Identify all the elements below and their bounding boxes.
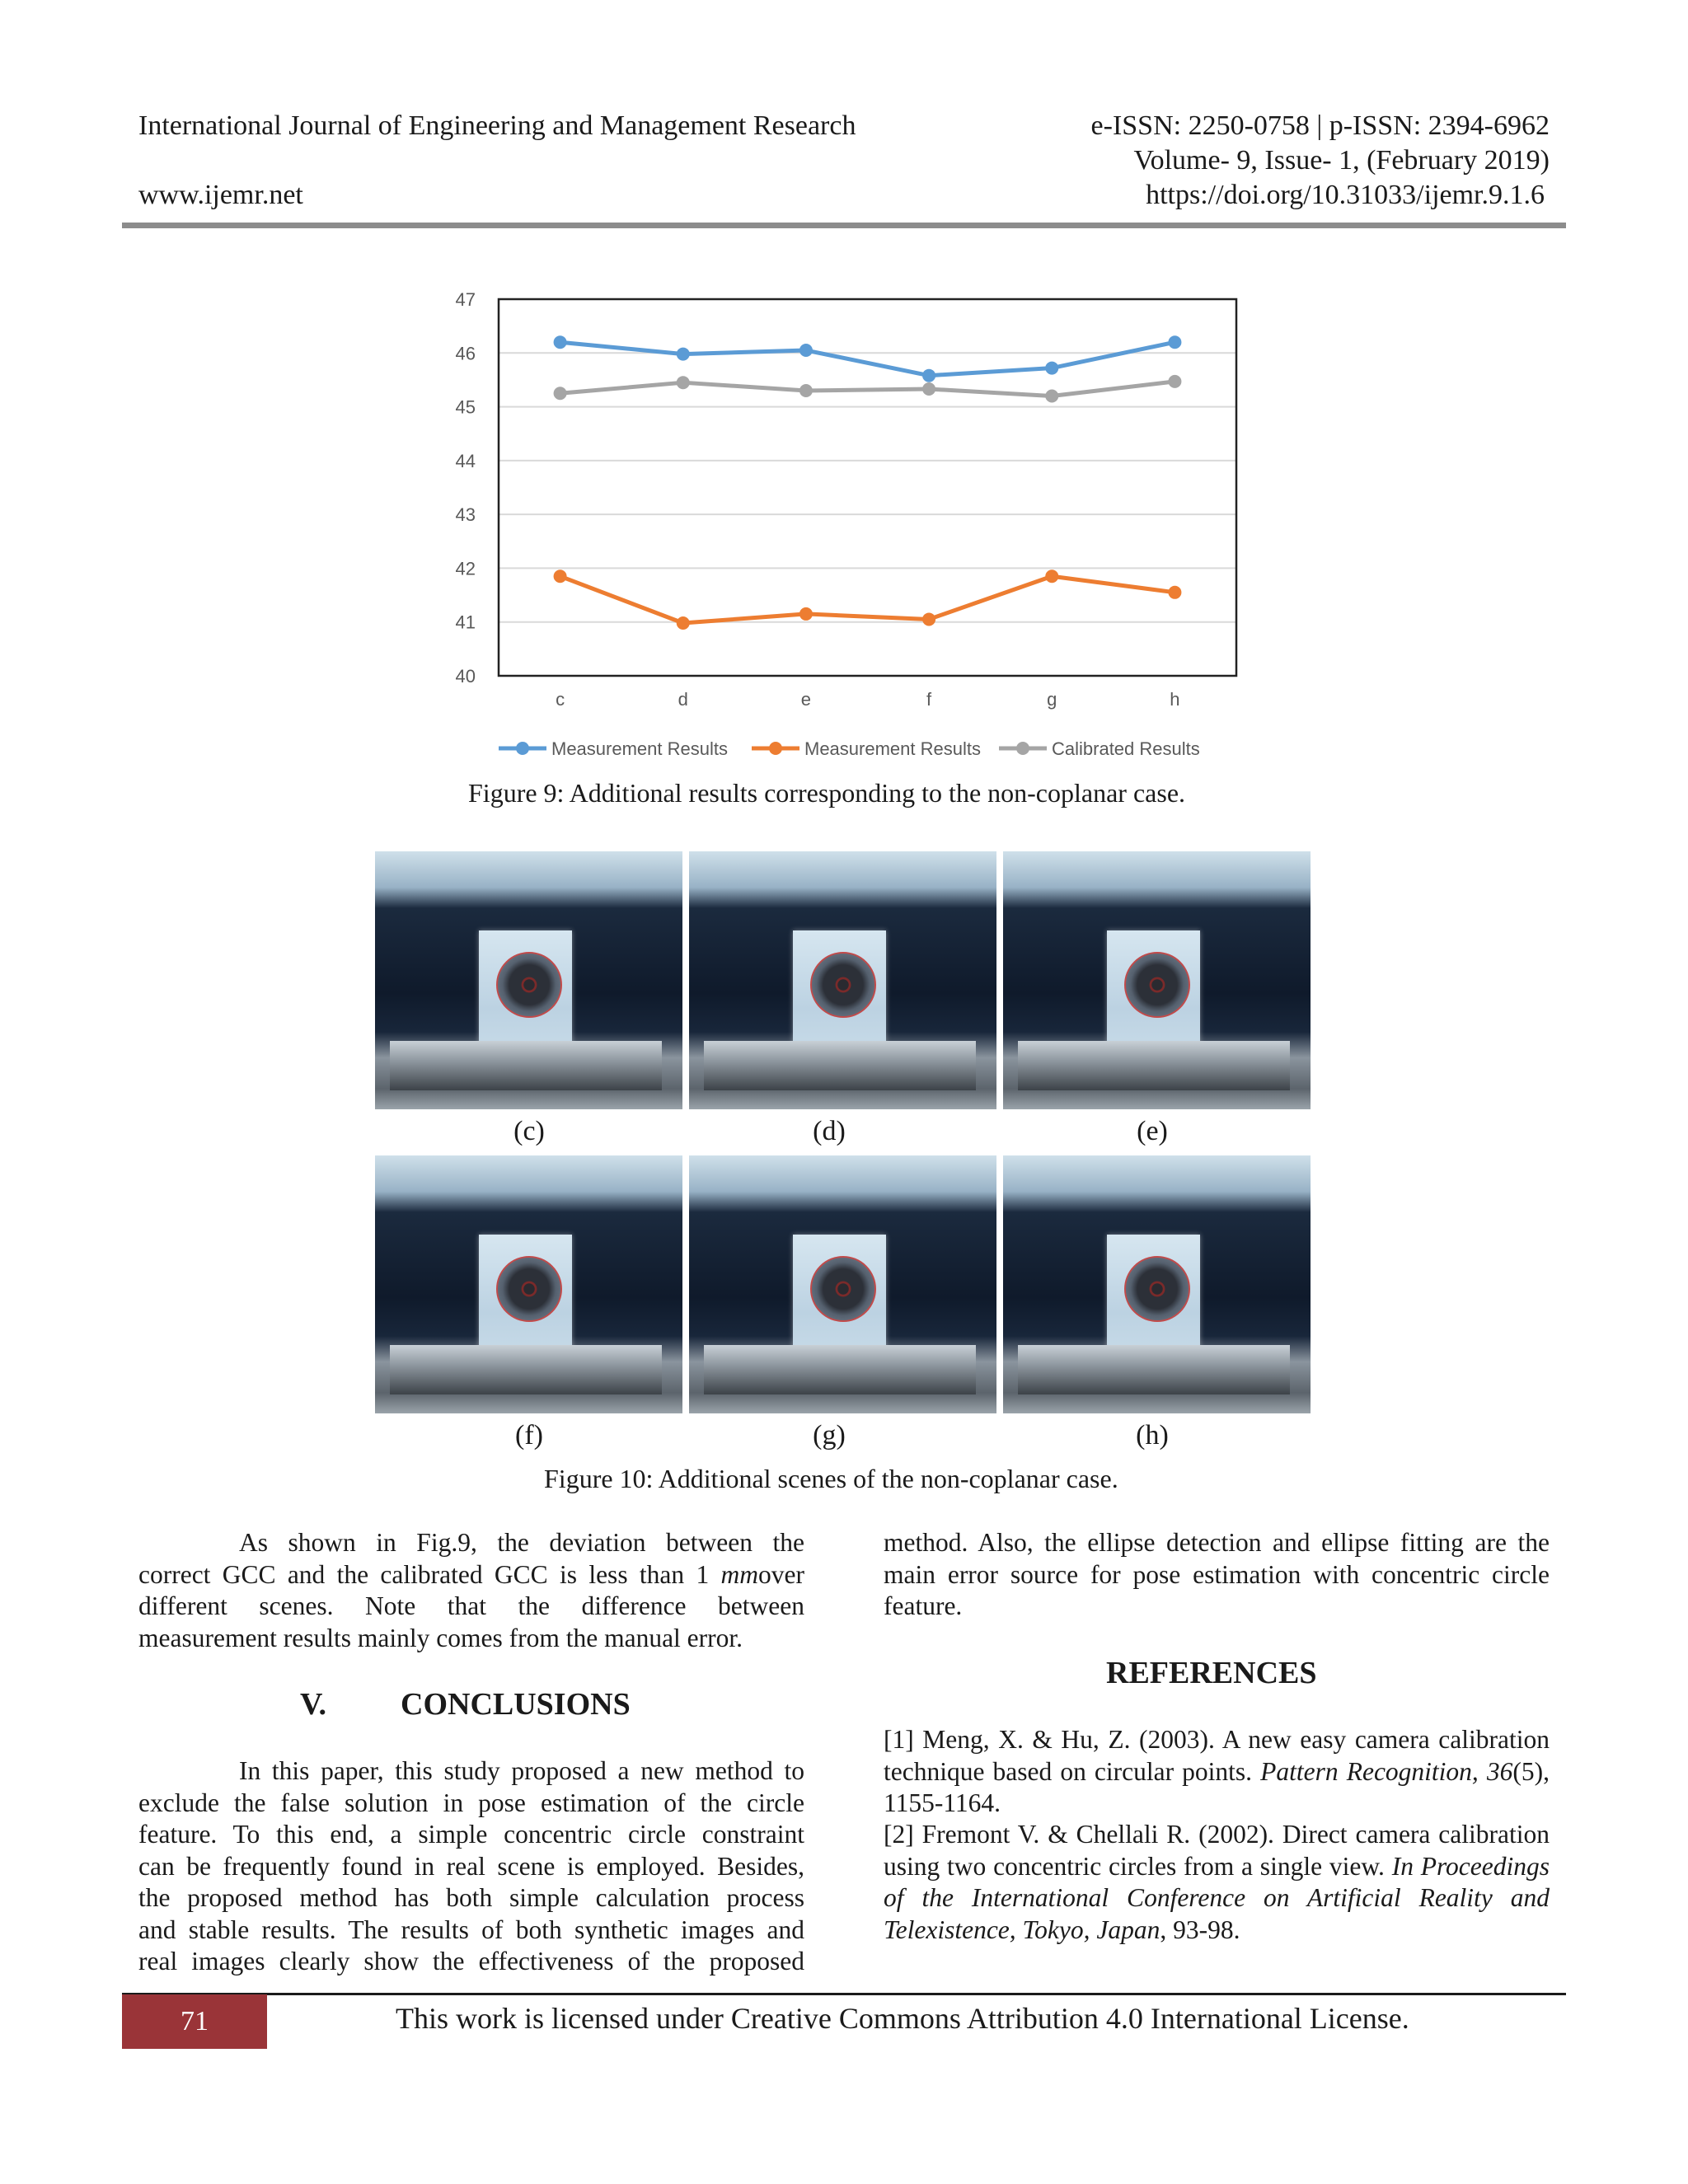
- x-tick-label: h: [1170, 689, 1180, 710]
- paragraph-continued: [884, 1527, 1550, 1623]
- text-run: correct GCC and the calibrated GCC is less than 1: [138, 1559, 710, 1589]
- y-tick-label: 44: [455, 450, 476, 471]
- series-line-1: [560, 342, 1175, 375]
- text-line: the proposed method has both simple calculation process: [138, 1883, 804, 1912]
- text-line: feature. To this end, a simple concentric circle constraint: [138, 1820, 804, 1849]
- concentric-circle-target: [1124, 1256, 1190, 1322]
- scene-photo-d: [689, 851, 996, 1109]
- concentric-circle-target: [1124, 952, 1190, 1018]
- text-line: feature.: [884, 1591, 963, 1620]
- figure-9-chart: [429, 272, 1269, 766]
- references-heading: REFERENCES: [1106, 1656, 1317, 1690]
- legend-marker: [769, 742, 782, 755]
- website-link[interactable]: www.ijemr.net: [138, 180, 303, 210]
- legend-label: Measurement Results: [804, 738, 981, 759]
- data-point: [1168, 586, 1181, 599]
- x-tick-label: g: [1047, 689, 1057, 710]
- y-tick-label: 43: [455, 504, 476, 526]
- reference-2: [884, 1819, 1550, 1946]
- reference-text: [2] Fremont V. & Chellali R. (2002). Direct camera calibration using two concentric circles from a single view.: [884, 1820, 1550, 1881]
- text-line: different scenes. Note that the difference between: [138, 1591, 804, 1620]
- text-line: method. Also, the ellipse detection and ellipse fitting are the: [884, 1528, 1550, 1557]
- doi-link[interactable]: https://doi.org/10.31033/ijemr.9.1.6: [1146, 180, 1545, 210]
- license-text: This work is licensed under Creative Commons Attribution 4.0 International License.: [396, 2002, 1409, 2035]
- text-line: real images clearly show the effectiveness of the proposed: [138, 1947, 804, 1975]
- reference-text: , 93-98.: [1160, 1915, 1240, 1944]
- y-tick-label: 40: [455, 666, 476, 687]
- text-line: [138, 1559, 804, 1591]
- data-point: [922, 382, 935, 396]
- data-point: [1045, 362, 1058, 375]
- base-shape: [1018, 1345, 1290, 1394]
- concentric-circle-target: [810, 1256, 876, 1322]
- y-tick-label: 46: [455, 343, 476, 364]
- base-shape: [704, 1041, 976, 1090]
- series-line-3: [560, 382, 1175, 396]
- x-tick-label: e: [800, 689, 812, 710]
- data-point: [554, 335, 567, 349]
- y-tick-label: 45: [455, 396, 476, 418]
- data-point: [677, 348, 690, 361]
- reference-text: [1] Meng, X. & Hu, Z. (2003). A new easy camera calibration technique based on circular points.: [884, 1725, 1550, 1786]
- journal-title: International Journal of Engineering and Management Research: [138, 110, 856, 141]
- legend-label: Calibrated Results: [1052, 738, 1200, 759]
- text-line: can be frequently found in real scene is employed. Besides,: [138, 1851, 804, 1881]
- scene-photo-e: [1003, 851, 1311, 1109]
- section-heading: CONCLUSIONS: [401, 1687, 631, 1722]
- scene-photo-f: [375, 1155, 682, 1413]
- photo-label-e: (e): [1137, 1116, 1168, 1146]
- unit-mm: mm: [720, 1559, 759, 1589]
- photo-label-f: (f): [515, 1420, 543, 1451]
- base-shape: [390, 1345, 662, 1394]
- data-point: [1168, 375, 1181, 388]
- scene-photo-c: [375, 851, 682, 1109]
- data-point: [677, 616, 690, 630]
- data-point: [799, 607, 813, 621]
- text-line: In this paper, this study proposed a new method to: [239, 1756, 804, 1785]
- reference-text: (5), 1155-1164.: [884, 1756, 1550, 1817]
- reference-venue: In Proceedings of the International Conference on Artificial Reality and Telexistence, Tokyo, Japan: [884, 1851, 1550, 1944]
- issn-line: e-ISSN: 2250-0758 | p-ISSN: 2394-6962: [1090, 110, 1550, 141]
- data-point: [1168, 335, 1181, 349]
- paragraph-conclusions: [138, 1755, 804, 1978]
- data-point: [554, 387, 567, 400]
- data-point: [922, 369, 935, 382]
- data-point: [677, 376, 690, 389]
- data-point: [799, 344, 813, 357]
- scene-photo-g: [689, 1155, 996, 1413]
- photo-label-g: (g): [813, 1420, 846, 1451]
- text-run: over: [758, 1559, 805, 1589]
- y-tick-label: 41: [455, 612, 476, 633]
- series-line-2: [560, 576, 1175, 623]
- text-line: main error source for pose estimation with concentric circle: [884, 1559, 1550, 1589]
- legend-label: Measurement Results: [551, 738, 728, 759]
- base-shape: [390, 1041, 662, 1090]
- page-number: 71: [122, 1994, 267, 2049]
- legend-marker: [516, 742, 529, 755]
- y-tick-label: 47: [455, 289, 476, 310]
- x-tick-label: f: [926, 689, 932, 710]
- photo-label-c: (c): [513, 1116, 545, 1146]
- photo-label-d: (d): [813, 1116, 846, 1146]
- footer-rule: [122, 1993, 1566, 1995]
- volume-line: Volume- 9, Issue- 1, (February 2019): [1133, 145, 1550, 176]
- base-shape: [1018, 1041, 1290, 1090]
- data-point: [922, 612, 935, 626]
- base-shape: [704, 1345, 976, 1394]
- text-line: exclude the false solution in pose estimation of the circle: [138, 1788, 804, 1817]
- figure-9-caption: Figure 9: Additional results corresponding to the non-coplanar case.: [468, 778, 1186, 808]
- figure-10-caption: Figure 10: Additional scenes of the non-coplanar case.: [544, 1464, 1118, 1493]
- concentric-circle-target: [496, 952, 562, 1018]
- text-line: and stable results. The results of both synthetic images and: [138, 1915, 804, 1944]
- header-rule: [122, 223, 1566, 228]
- data-point: [554, 569, 567, 583]
- x-tick-label: c: [556, 689, 565, 710]
- photo-label-h: (h): [1136, 1420, 1169, 1451]
- paragraph-results: [138, 1527, 804, 1654]
- section-number: V.: [300, 1687, 327, 1722]
- legend-marker: [1016, 742, 1029, 755]
- plot-frame: [499, 299, 1236, 676]
- text-line: measurement results mainly comes from the manual error.: [138, 1623, 743, 1652]
- concentric-circle-target: [810, 952, 876, 1018]
- x-tick-label: d: [678, 689, 688, 710]
- data-point: [1045, 390, 1058, 403]
- data-point: [799, 384, 813, 397]
- y-tick-label: 42: [455, 558, 476, 579]
- reference-1: [884, 1724, 1550, 1820]
- reference-journal: Pattern Recognition, 36: [1260, 1756, 1513, 1786]
- scene-photo-h: [1003, 1155, 1311, 1413]
- concentric-circle-target: [496, 1256, 562, 1322]
- text-line: As shown in Fig.9, the deviation between the: [239, 1528, 804, 1557]
- data-point: [1045, 569, 1058, 583]
